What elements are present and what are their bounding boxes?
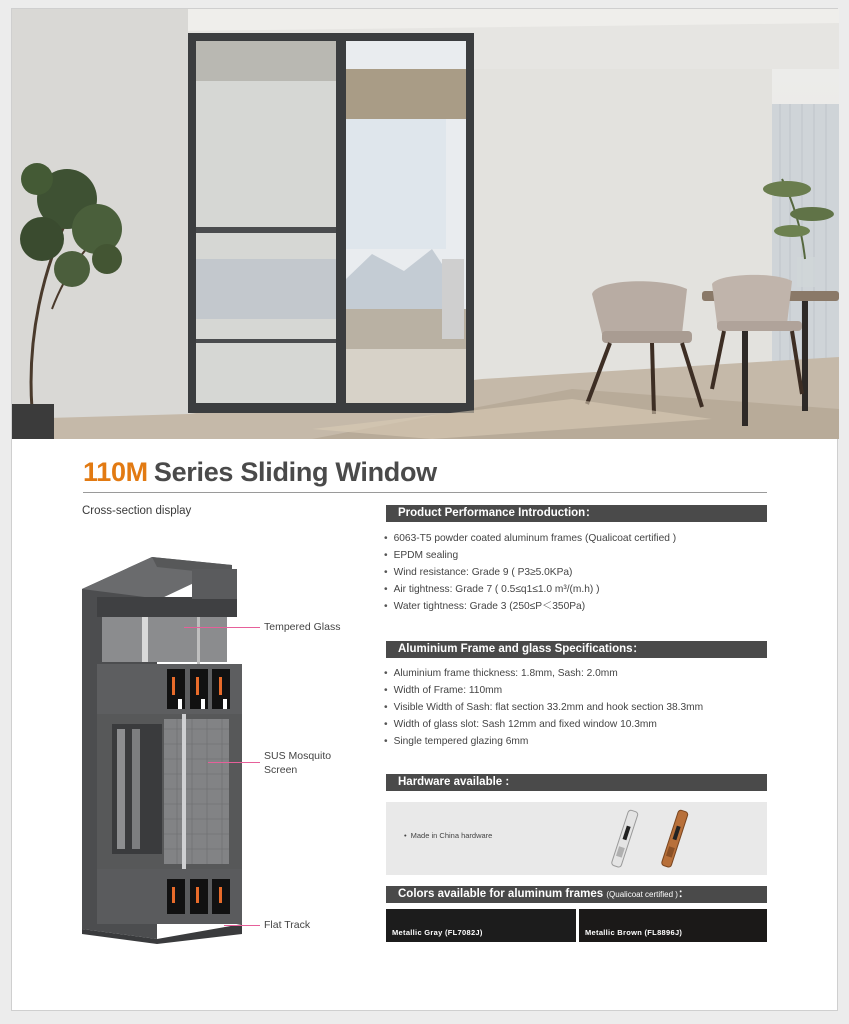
callout-line-flat-track [224, 925, 260, 926]
frame-spec-item: • Width of Frame: 110mm [384, 682, 703, 699]
frame-spec-item: • Visible Width of Sash: flat section 33.2mm and hook section 38.3mm [384, 699, 703, 716]
handle-hardware-image [606, 808, 706, 870]
room-illustration [12, 9, 839, 439]
color-swatch-metallic-gray: Metallic Gray (FL7082J) [386, 909, 576, 942]
performance-item: • EPDM sealing [384, 547, 676, 564]
performance-item: • Air tightness: Grade 7 ( 0.5≤q1≤1.0 m³/(m.h) ) [384, 581, 676, 598]
callout-line-mosquito-screen [208, 762, 260, 763]
colors-heading-bar [386, 886, 767, 903]
performance-item: • Water tightness: Grade 3 (250≤P＜350Pa) [384, 598, 676, 615]
hardware-panel [386, 802, 767, 875]
callout-flat-track: Flat Track [264, 919, 311, 931]
performance-item: • 6063-T5 powder coated aluminum frames (Qualicoat certified ) [384, 530, 676, 547]
hero-room-image [12, 9, 839, 439]
frame-spec-item: • Aluminium frame thickness: 1.8mm, Sash: 2.0mm [384, 665, 703, 682]
title-series-name: Series Sliding Window [153, 457, 437, 487]
title-divider [83, 492, 767, 493]
product-sheet [11, 8, 838, 1011]
hardware-heading-bar: Hardware available : [386, 774, 767, 791]
colors-heading-text: Colors available for aluminum frames [398, 888, 604, 900]
callout-tempered-glass: Tempered Glass [264, 621, 341, 633]
callout-mosquito-line-2: Screen [264, 764, 298, 776]
colors-heading-suffix: ： [677, 888, 690, 900]
performance-list [384, 530, 676, 615]
colors-heading-note: (Qualicoat certified ) [606, 890, 678, 899]
cross-section-label: Cross-section display [82, 505, 192, 517]
title-model-number: 110M [83, 457, 148, 487]
frame-specs-heading-bar: Aluminium Frame and glass Specifications： [386, 641, 767, 658]
frame-specs-list [384, 665, 703, 750]
callout-mosquito-line-1: SUS Mosquito [264, 750, 332, 762]
color-swatch-metallic-brown: Metallic Brown (FL8896J) [579, 909, 767, 942]
product-title [83, 457, 437, 488]
profile-cutaway-graphic [82, 549, 252, 949]
frame-spec-item: • Single tempered glazing 6mm [384, 733, 703, 750]
performance-heading-bar: Product Performance Introduction： [386, 505, 767, 522]
callout-line-tempered-glass [184, 627, 260, 628]
hardware-note: • Made in China hardware [404, 831, 492, 840]
performance-item: • Wind resistance: Grade 9 ( P3≥5.0KPa) [384, 564, 676, 581]
frame-spec-item: • Width of glass slot: Sash 12mm and fixed window 10.3mm [384, 716, 703, 733]
callout-mosquito-screen [264, 749, 331, 777]
